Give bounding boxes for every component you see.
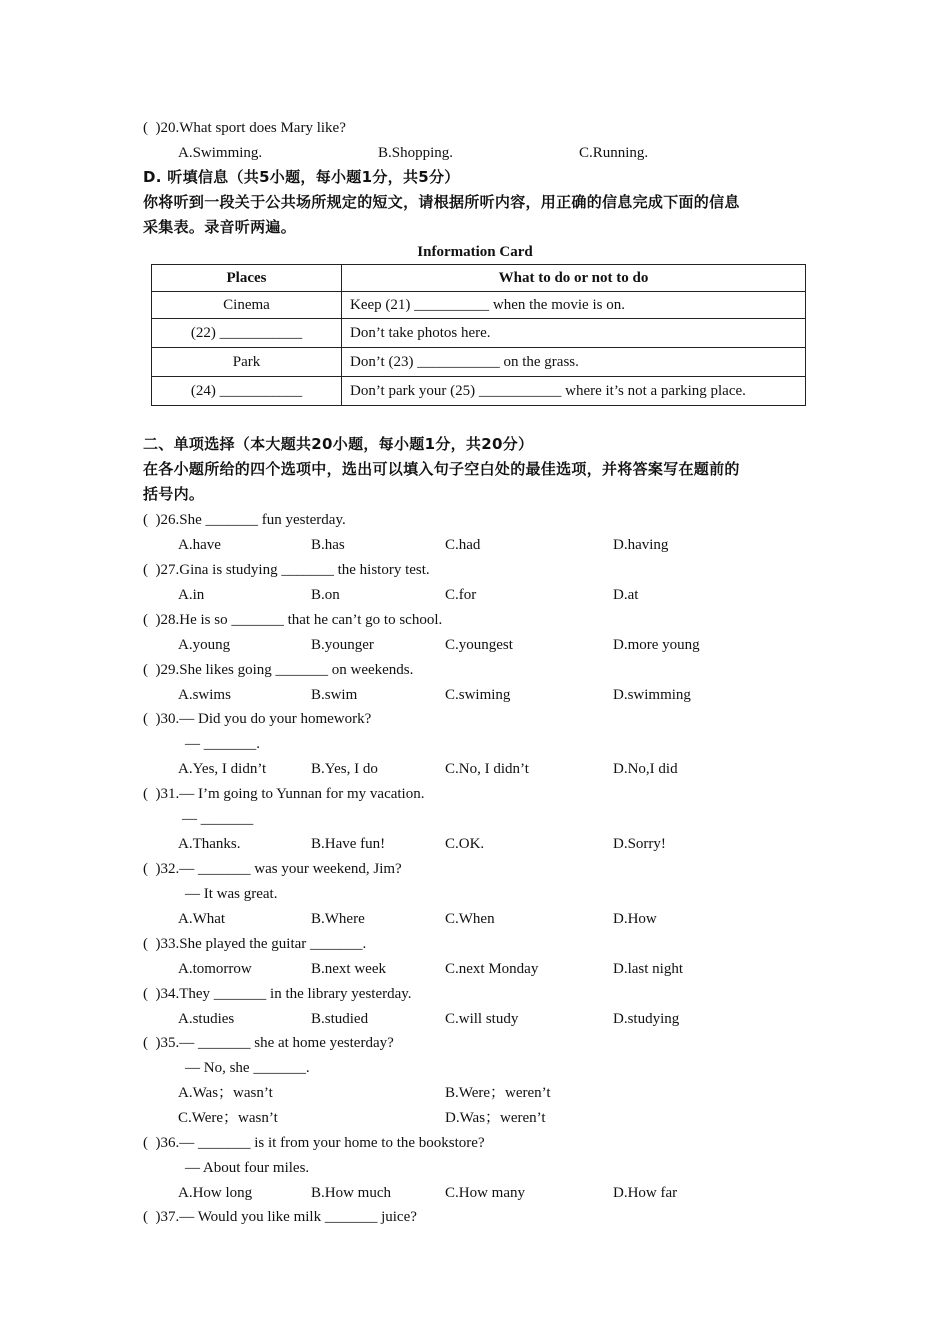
- q34-option-c: C.will study: [445, 1011, 519, 1027]
- place-cell: (22) ___________: [152, 319, 342, 348]
- q36-option-a: A.How long: [178, 1185, 253, 1201]
- section-d-title: D. 听填信息（共5小题，每小题1分，共5分）: [143, 168, 460, 186]
- question-36-reply: — About four miles.: [185, 1160, 310, 1176]
- table-header-row: [152, 265, 806, 292]
- q26-option-d: D.having: [613, 537, 669, 553]
- q26-option-c: C.had: [445, 537, 481, 553]
- question-30-reply: — _______.: [185, 736, 260, 752]
- question-35-stem: ( )35.— _______ she at home yesterday?: [143, 1035, 394, 1051]
- header-places: Places: [152, 265, 342, 292]
- q27-option-c: C.for: [445, 587, 477, 603]
- q33-option-b: B.next week: [311, 961, 386, 977]
- q35-option-b: B.Were；weren’t: [445, 1085, 551, 1101]
- place-cell: Cinema: [152, 292, 342, 319]
- q28-option-c: C.youngest: [445, 637, 513, 653]
- question-31-reply: — _______: [182, 811, 254, 827]
- q27-option-a: A.in: [178, 587, 205, 603]
- q27-option-b: B.on: [311, 587, 340, 603]
- q20-option-b: B.Shopping.: [378, 145, 454, 161]
- question-33-stem: ( )33.She played the guitar _______.: [143, 936, 367, 952]
- rule-cell: Don’t (23) ___________ on the grass.: [342, 348, 806, 377]
- question-34-stem: ( )34.They _______ in the library yesterday.: [143, 986, 412, 1002]
- q36-option-b: B.How much: [311, 1185, 391, 1201]
- q30-option-a: A.Yes, I didn’t: [178, 761, 267, 777]
- q27-option-d: D.at: [613, 587, 639, 603]
- q32-option-d: D.How: [613, 911, 657, 927]
- q20-option-c: C.Running.: [579, 145, 649, 161]
- q36-option-c: C.How many: [445, 1185, 525, 1201]
- q30-option-b: B.Yes, I do: [311, 761, 378, 777]
- q31-option-d: D.Sorry!: [613, 836, 666, 852]
- place-cell: Park: [152, 348, 342, 377]
- q30-option-d: D.No,I did: [613, 761, 678, 777]
- q28-option-a: A.young: [178, 637, 231, 653]
- q33-option-c: C.next Monday: [445, 961, 539, 977]
- place-cell: (24) ___________: [152, 377, 342, 406]
- section-2-instruction-1: 在各小题所给的四个选项中，选出可以填入句子空白处的最佳选项，并将答案写在题前的: [143, 460, 740, 478]
- question-28-stem: ( )28.He is so _______ that he can’t go to school.: [143, 612, 443, 628]
- q32-option-b: B.Where: [311, 911, 365, 927]
- q33-option-a: A.tomorrow: [178, 961, 252, 977]
- q33-option-d: D.last night: [613, 961, 683, 977]
- table-row: [152, 348, 806, 377]
- section-d-instruction-2: 采集表。录音听两遍。: [143, 218, 297, 236]
- q29-option-b: B.swim: [311, 687, 358, 703]
- question-26-stem: ( )26.She _______ fun yesterday.: [143, 512, 346, 528]
- table-row: [152, 292, 806, 319]
- q35-option-d: D.Was；weren’t: [445, 1110, 546, 1126]
- question-36-stem: ( )36.— _______ is it from your home to the bookstore?: [143, 1135, 485, 1151]
- q29-option-a: A.swims: [178, 687, 231, 703]
- section-d-instruction-1: 你将听到一段关于公共场所规定的短文，请根据所听内容，用正确的信息完成下面的信息: [143, 193, 740, 211]
- q31-option-b: B.Have fun!: [311, 836, 386, 852]
- question-32-reply: — It was great.: [185, 886, 278, 902]
- question-37-stem: ( )37.— Would you like milk _______ juice?: [143, 1209, 417, 1225]
- table-row: [152, 377, 806, 406]
- question-20-stem: ( )20.What sport does Mary like?: [143, 120, 346, 136]
- q26-option-b: B.has: [311, 537, 345, 553]
- q32-option-a: A.What: [178, 911, 226, 927]
- info-card-title: Information Card: [417, 244, 533, 260]
- rule-cell: Don’t take photos here.: [342, 319, 806, 348]
- q30-option-c: C.No, I didn’t: [445, 761, 529, 777]
- question-29-stem: ( )29.She likes going _______ on weekends.: [143, 662, 414, 678]
- q29-option-c: C.swiming: [445, 687, 511, 703]
- q34-option-d: D.studying: [613, 1011, 680, 1027]
- question-27-stem: ( )27.Gina is studying _______ the history test.: [143, 562, 430, 578]
- header-what-to-do: What to do or not to do: [342, 265, 806, 292]
- section-2-instruction-2: 括号内。: [143, 485, 205, 503]
- rule-cell: Keep (21) __________ when the movie is on.: [342, 292, 806, 319]
- q36-option-d: D.How far: [613, 1185, 678, 1201]
- information-card-table: [151, 264, 806, 406]
- question-32-stem: ( )32.— _______ was your weekend, Jim?: [143, 861, 402, 877]
- q34-option-b: B.studied: [311, 1011, 369, 1027]
- q28-option-d: D.more young: [613, 637, 700, 653]
- question-35-reply: — No, she _______.: [185, 1060, 310, 1076]
- question-30-stem: ( )30.— Did you do your homework?: [143, 711, 372, 727]
- q35-option-a: A.Was；wasn’t: [178, 1085, 273, 1101]
- table-row: [152, 319, 806, 348]
- q26-option-a: A.have: [178, 537, 221, 553]
- q32-option-c: C.When: [445, 911, 495, 927]
- q31-option-c: C.OK.: [445, 836, 485, 852]
- q28-option-b: B.younger: [311, 637, 374, 653]
- q34-option-a: A.studies: [178, 1011, 235, 1027]
- q20-option-a: A.Swimming.: [178, 145, 263, 161]
- q29-option-d: D.swimming: [613, 687, 691, 703]
- rule-cell: Don’t park your (25) ___________ where it’s not a parking place.: [342, 377, 806, 406]
- q35-option-c: C.Were；wasn’t: [178, 1110, 278, 1126]
- section-2-title: 二、单项选择（本大题共20小题，每小题1分，共20分）: [143, 435, 534, 453]
- q31-option-a: A.Thanks.: [178, 836, 241, 852]
- question-31-stem: ( )31.— I’m going to Yunnan for my vacation.: [143, 786, 425, 802]
